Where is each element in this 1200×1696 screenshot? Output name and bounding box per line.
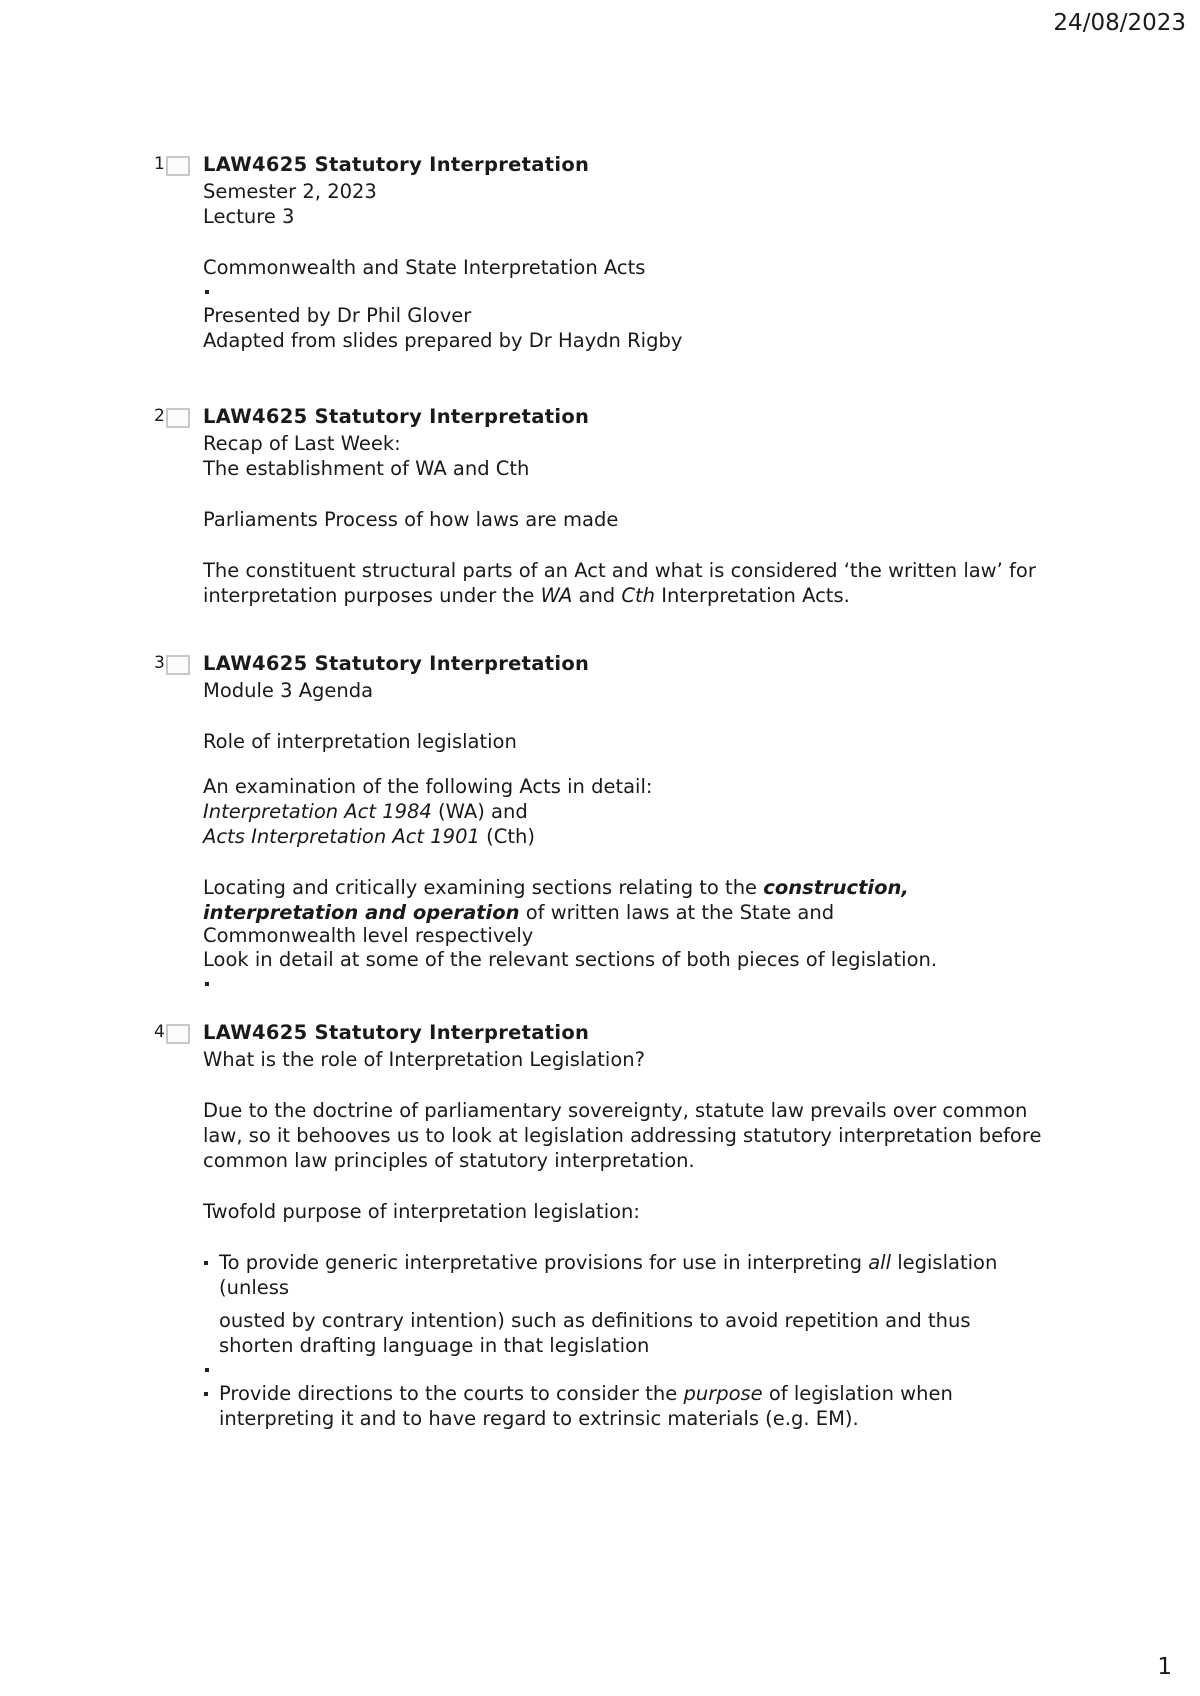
slide-number: 1 bbox=[154, 154, 165, 174]
slide-text: Adapted from slides prepared by Dr Haydn Rigby bbox=[203, 329, 683, 352]
slide-text: Twofold purpose of interpretation legislation: bbox=[203, 1200, 640, 1223]
slide-text: The establishment of WA and Cth bbox=[203, 457, 530, 480]
slide-text: Interpretation Act 1984 (WA) and bbox=[203, 800, 528, 823]
bullet-marker bbox=[205, 1368, 209, 1372]
slide-text: interpretation and operation of written laws at the State and bbox=[203, 901, 835, 924]
slide-text: Presented by Dr Phil Glover bbox=[203, 304, 472, 327]
slide-text: Commonwealth and State Interpretation Acts bbox=[203, 256, 646, 279]
slide-number: 2 bbox=[154, 406, 165, 426]
slide-text: Role of interpretation legislation bbox=[203, 730, 517, 753]
slide-text: Look in detail at some of the relevant sections of both pieces of legislation. bbox=[203, 948, 938, 971]
slide-number: 3 bbox=[154, 653, 165, 673]
slide-text: An examination of the following Acts in detail: bbox=[203, 775, 653, 798]
list-item: Provide directions to the courts to consider the purpose of legislation when bbox=[203, 1381, 1103, 1406]
slide-text: Parliaments Process of how laws are made bbox=[203, 508, 619, 531]
slide-text: What is the role of Interpretation Legislation? bbox=[203, 1048, 645, 1071]
slide-text: The constituent structural parts of an Act and what is considered ‘the written law’ for bbox=[203, 559, 1036, 582]
slide-text: interpretation purposes under the WA and Cth Interpretation Acts. bbox=[203, 584, 850, 607]
bullet-marker bbox=[205, 982, 209, 986]
bullet-marker bbox=[204, 1261, 208, 1265]
slide-text: Due to the doctrine of parliamentary sovereignty, statute law prevails over common bbox=[203, 1099, 1028, 1122]
slide-number: 4 bbox=[154, 1022, 165, 1042]
print-date: 24/08/2023 bbox=[1053, 10, 1186, 36]
list-item-continuation: interpreting it and to have regard to extrinsic materials (e.g. EM). bbox=[219, 1407, 859, 1430]
list-item-continuation: ousted by contrary intention) such as definitions to avoid repetition and thus bbox=[219, 1309, 971, 1332]
slide-thumbnail-checkbox[interactable] bbox=[166, 655, 190, 675]
slide-title: LAW4625 Statutory Interpretation bbox=[203, 1021, 590, 1044]
bullet-marker bbox=[205, 290, 209, 294]
slide-thumbnail-checkbox[interactable] bbox=[166, 408, 190, 428]
list-item-continuation: shorten drafting language in that legislation bbox=[219, 1334, 650, 1357]
slide-text: Acts Interpretation Act 1901 (Cth) bbox=[203, 825, 535, 848]
slide-thumbnail-checkbox[interactable] bbox=[166, 156, 190, 176]
slide-title: LAW4625 Statutory Interpretation bbox=[203, 153, 590, 176]
slide-title: LAW4625 Statutory Interpretation bbox=[203, 652, 590, 675]
list-item-continuation: (unless bbox=[219, 1276, 290, 1299]
slide-title: LAW4625 Statutory Interpretation bbox=[203, 405, 590, 428]
slide-text: Lecture 3 bbox=[203, 205, 295, 228]
slide-text: Semester 2, 2023 bbox=[203, 180, 377, 203]
slide-text: Recap of Last Week: bbox=[203, 432, 401, 455]
slide-text: Module 3 Agenda bbox=[203, 679, 374, 702]
slide-text: Commonwealth level respectively bbox=[203, 924, 534, 947]
slide-text: common law principles of statutory interpretation. bbox=[203, 1149, 695, 1172]
slide-text: law, so it behooves us to look at legislation addressing statutory interpretation before bbox=[203, 1124, 1042, 1147]
slide-thumbnail-checkbox[interactable] bbox=[166, 1024, 190, 1044]
bullet-marker bbox=[204, 1392, 208, 1396]
page-number: 1 bbox=[1157, 1654, 1172, 1680]
slide-text: Locating and critically examining sections relating to the construction, bbox=[203, 876, 909, 899]
list-item: To provide generic interpretative provisions for use in interpreting all legislation bbox=[203, 1250, 1103, 1275]
